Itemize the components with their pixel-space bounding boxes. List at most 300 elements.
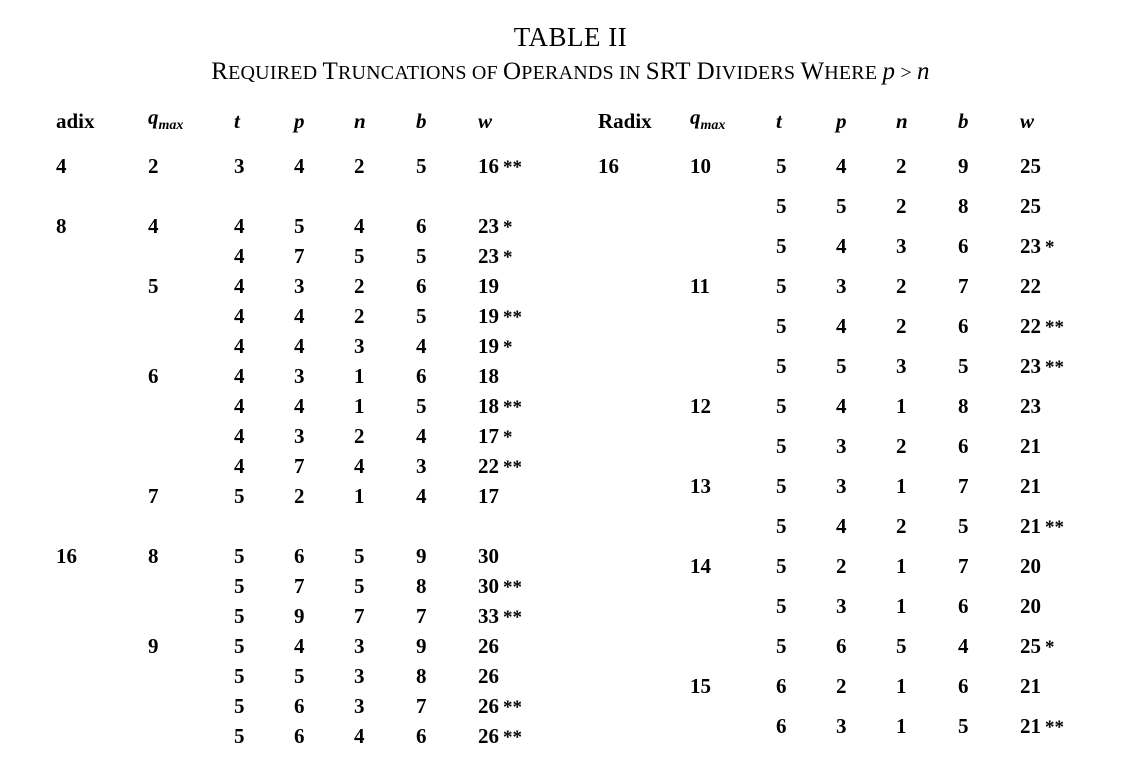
cell-b: 8 [416, 664, 427, 689]
footnote-mark: ** [1045, 517, 1064, 539]
table-row [56, 304, 598, 334]
cell-w [478, 394, 598, 424]
table-row [56, 214, 598, 244]
table-row [56, 484, 598, 514]
spacer-cell [294, 184, 354, 214]
cell-p: 4 [294, 304, 305, 329]
cell-radix [56, 604, 148, 634]
row-spacer [56, 184, 598, 214]
cell-t: 5 [776, 274, 787, 299]
cell-n: 4 [354, 214, 365, 239]
table-number: TABLE II [513, 22, 628, 52]
cell-radix [56, 724, 148, 754]
cell-radix [56, 304, 148, 334]
cell-n: 1 [354, 364, 365, 389]
cell-p: 5 [836, 194, 847, 219]
cell-n: 2 [896, 314, 907, 339]
cell-n: 2 [896, 514, 907, 539]
footnote-mark: ** [503, 397, 522, 419]
cell-w-value: 26 [478, 694, 499, 719]
cell-t: 5 [776, 434, 787, 459]
cell-radix [598, 434, 690, 474]
cell-n: 3 [896, 354, 907, 379]
header-n-left: n [354, 109, 366, 134]
cell-w [1020, 154, 1140, 194]
cell-w-value: 21 [1020, 474, 1041, 499]
cell-p: 5 [836, 354, 847, 379]
cell-b: 6 [958, 674, 969, 699]
cell-radix [598, 394, 690, 434]
cell-w [478, 334, 598, 364]
cell-p: 9 [294, 604, 305, 629]
cell-n: 1 [896, 714, 907, 739]
cell-qmax: 12 [690, 394, 711, 419]
cell-w-value: 21 [1020, 674, 1041, 699]
caption-seg-7: SRT D [645, 58, 715, 86]
cell-p: 3 [294, 424, 305, 449]
cell-radix [56, 694, 148, 724]
cell-w-value: 26 [478, 664, 499, 689]
footnote-mark: * [503, 427, 513, 449]
cell-b: 5 [958, 514, 969, 539]
cell-b: 5 [958, 714, 969, 739]
header-qmax-base-left: q [148, 105, 159, 130]
cell-n: 1 [896, 394, 907, 419]
table-row [56, 424, 598, 454]
cell-p: 3 [836, 434, 847, 459]
header-p-right: p [836, 109, 847, 134]
spacer-cell [416, 514, 478, 544]
table-row [56, 574, 598, 604]
cell-radix: 8 [56, 214, 67, 239]
table-title-block [0, 22, 1141, 87]
cell-qmax [148, 334, 234, 364]
cell-qmax [690, 354, 776, 394]
cell-radix [56, 334, 148, 364]
cell-b: 9 [958, 154, 969, 179]
cell-radix [56, 394, 148, 424]
cell-qmax [148, 604, 234, 634]
cell-t: 4 [234, 424, 245, 449]
table-row [56, 334, 598, 364]
cell-qmax [690, 594, 776, 634]
cell-w-value: 17 [478, 484, 499, 509]
cell-t: 5 [234, 664, 245, 689]
header-radix-right: Radix [598, 109, 652, 134]
table-row [56, 724, 598, 754]
cell-w-value: 23 [478, 214, 499, 239]
header-qmax-left [148, 105, 234, 154]
cell-t: 5 [234, 484, 245, 509]
cell-p: 3 [294, 364, 305, 389]
cell-qmax: 5 [148, 274, 159, 299]
cell-b: 6 [958, 594, 969, 619]
cell-w-value: 20 [1020, 594, 1041, 619]
cell-w-value: 23 [1020, 234, 1041, 259]
cell-radix [598, 314, 690, 354]
tables-container [0, 105, 1141, 754]
caption-var-p: p [882, 58, 896, 86]
cell-b: 5 [416, 154, 427, 179]
cell-n: 2 [896, 274, 907, 299]
cell-w [478, 154, 598, 184]
cell-w [478, 424, 598, 454]
cell-w [1020, 634, 1140, 674]
cell-qmax [148, 724, 234, 754]
footnote-mark: * [1045, 637, 1055, 659]
table-row [56, 604, 598, 634]
cell-w-value: 19 [478, 304, 499, 329]
cell-w-value: 23 [1020, 394, 1041, 419]
cell-p: 7 [294, 454, 305, 479]
header-qmax-sub-right: max [700, 118, 726, 134]
cell-w-value: 26 [478, 634, 499, 659]
cell-p: 2 [836, 554, 847, 579]
spacer-cell [354, 514, 416, 544]
cell-n: 5 [354, 244, 365, 269]
header-qmax-sub-left: max [158, 118, 184, 134]
cell-w [478, 574, 598, 604]
cell-qmax [690, 234, 776, 274]
cell-n: 3 [354, 694, 365, 719]
cell-t: 5 [234, 604, 245, 629]
cell-w [478, 364, 598, 394]
table-row [598, 674, 1140, 714]
cell-w [1020, 314, 1140, 354]
cell-radix [56, 634, 148, 664]
cell-b: 5 [416, 394, 427, 419]
cell-radix [56, 454, 148, 484]
cell-p: 7 [294, 244, 305, 269]
cell-qmax [690, 314, 776, 354]
cell-qmax [148, 574, 234, 604]
cell-qmax: 7 [148, 484, 159, 509]
header-w-left: w [478, 109, 493, 134]
cell-n: 4 [354, 454, 365, 479]
cell-radix [56, 274, 148, 304]
cell-n: 4 [354, 724, 365, 749]
cell-radix [598, 554, 690, 594]
cell-p: 4 [294, 154, 305, 179]
table-row [598, 634, 1140, 674]
cell-w [478, 484, 598, 514]
cell-w [478, 454, 598, 484]
cell-p: 4 [836, 394, 847, 419]
cell-t: 5 [776, 634, 787, 659]
spacer-cell [56, 184, 148, 214]
cell-w-value: 17 [478, 424, 499, 449]
footnote-mark: ** [1045, 317, 1064, 339]
cell-radix: 16 [56, 544, 77, 569]
caption-relop: > [895, 62, 918, 85]
footnote-mark: * [503, 247, 513, 269]
cell-b: 4 [416, 424, 427, 449]
cell-qmax [690, 514, 776, 554]
caption-seg-10: HERE [824, 62, 883, 85]
cell-n: 2 [354, 154, 365, 179]
cell-radix [56, 664, 148, 694]
cell-w-value: 18 [478, 364, 499, 389]
cell-t: 4 [234, 214, 245, 239]
cell-b: 7 [958, 554, 969, 579]
cell-n: 3 [354, 334, 365, 359]
footnote-mark: ** [503, 457, 522, 479]
cell-radix [598, 274, 690, 314]
cell-w [1020, 234, 1140, 274]
table-row [598, 434, 1140, 474]
cell-t: 5 [776, 194, 787, 219]
cell-w [1020, 434, 1140, 474]
cell-n: 3 [354, 634, 365, 659]
footnote-mark: ** [503, 577, 522, 599]
table-row [598, 554, 1140, 594]
cell-qmax [148, 694, 234, 724]
table-row [598, 474, 1140, 514]
caption-seg-1: R [211, 58, 229, 86]
document-page [0, 22, 1141, 783]
cell-w-value: 20 [1020, 554, 1041, 579]
cell-b: 7 [416, 694, 427, 719]
cell-t: 5 [776, 314, 787, 339]
cell-b: 6 [416, 274, 427, 299]
right-table-head [598, 105, 1140, 154]
cell-t: 6 [776, 714, 787, 739]
caption-seg-3: T [322, 58, 338, 86]
cell-b: 8 [958, 394, 969, 419]
cell-w [1020, 274, 1140, 314]
header-qmax-base-right: q [690, 105, 701, 130]
cell-t: 5 [776, 514, 787, 539]
cell-w-value: 30 [478, 544, 499, 569]
cell-w-value: 23 [478, 244, 499, 269]
table-row [56, 244, 598, 274]
header-t-right: t [776, 109, 782, 134]
spacer-cell [478, 184, 598, 214]
cell-t: 3 [234, 154, 245, 179]
cell-w-value: 33 [478, 604, 499, 629]
cell-w [1020, 474, 1140, 514]
cell-t: 5 [776, 474, 787, 499]
right-data-table [598, 105, 1140, 754]
cell-w-value: 26 [478, 724, 499, 749]
cell-w [1020, 514, 1140, 554]
cell-p: 5 [294, 664, 305, 689]
cell-p: 2 [294, 484, 305, 509]
cell-b: 5 [958, 354, 969, 379]
header-radix-left: adix [56, 109, 95, 134]
cell-w-value: 22 [1020, 314, 1041, 339]
footnote-mark: * [503, 337, 513, 359]
cell-p: 3 [836, 274, 847, 299]
caption-seg-4: RUNCATIONS OF [337, 62, 504, 85]
cell-qmax: 6 [148, 364, 159, 389]
cell-qmax [148, 424, 234, 454]
cell-b: 6 [416, 214, 427, 239]
cell-qmax: 10 [690, 154, 711, 179]
cell-p: 4 [836, 234, 847, 259]
table-row [598, 274, 1140, 314]
cell-n: 1 [354, 394, 365, 419]
footnote-mark: ** [1045, 717, 1064, 739]
cell-p: 3 [294, 274, 305, 299]
cell-p: 4 [836, 154, 847, 179]
cell-w [1020, 714, 1140, 754]
cell-radix: 16 [598, 154, 619, 179]
cell-b: 4 [958, 634, 969, 659]
cell-n: 2 [354, 424, 365, 449]
cell-t: 5 [234, 724, 245, 749]
cell-n: 2 [896, 434, 907, 459]
cell-qmax [690, 634, 776, 674]
table-row [56, 634, 598, 664]
cell-n: 2 [354, 274, 365, 299]
header-p-left: p [294, 109, 305, 134]
table-row [598, 594, 1140, 634]
cell-t: 4 [234, 364, 245, 389]
cell-p: 6 [836, 634, 847, 659]
cell-qmax [148, 454, 234, 484]
footnote-mark: ** [503, 727, 522, 749]
cell-t: 5 [234, 694, 245, 719]
table-row [56, 394, 598, 424]
cell-w [478, 274, 598, 304]
header-b-left: b [416, 109, 427, 134]
cell-radix [598, 594, 690, 634]
cell-w [478, 694, 598, 724]
table-row [598, 314, 1140, 354]
cell-radix [598, 354, 690, 394]
cell-w [478, 304, 598, 334]
cell-n: 1 [896, 474, 907, 499]
cell-radix [598, 674, 690, 714]
cell-w-value: 22 [478, 454, 499, 479]
cell-w [478, 634, 598, 664]
cell-p: 6 [294, 694, 305, 719]
cell-t: 5 [776, 594, 787, 619]
caption-seg-6: PERANDS IN [521, 62, 646, 85]
cell-t: 4 [234, 274, 245, 299]
cell-radix [56, 244, 148, 274]
cell-qmax: 13 [690, 474, 711, 499]
cell-b: 6 [958, 234, 969, 259]
cell-w [1020, 394, 1140, 434]
cell-qmax [148, 244, 234, 274]
cell-w-value: 19 [478, 274, 499, 299]
cell-t: 5 [776, 154, 787, 179]
table-row [56, 454, 598, 484]
cell-w [478, 724, 598, 754]
cell-t: 4 [234, 394, 245, 419]
cell-t: 4 [234, 304, 245, 329]
cell-b: 6 [416, 364, 427, 389]
cell-b: 7 [958, 474, 969, 499]
cell-b: 5 [416, 244, 427, 269]
header-t-left: t [234, 109, 240, 134]
cell-n: 3 [354, 664, 365, 689]
cell-b: 8 [416, 574, 427, 599]
header-qmax-right [690, 105, 776, 154]
cell-p: 4 [294, 634, 305, 659]
cell-radix [56, 484, 148, 514]
spacer-cell [234, 514, 294, 544]
cell-b: 5 [416, 304, 427, 329]
caption-seg-2: EQUIRED [228, 62, 323, 85]
left-header-row [56, 105, 598, 154]
cell-w-value: 19 [478, 334, 499, 359]
cell-radix [56, 364, 148, 394]
cell-n: 1 [354, 484, 365, 509]
cell-b: 6 [958, 434, 969, 459]
caption-var-n: n [917, 58, 930, 86]
cell-n: 1 [896, 554, 907, 579]
cell-radix [598, 714, 690, 754]
footnote-mark: ** [503, 307, 522, 329]
table-row [56, 274, 598, 304]
table-row [598, 514, 1140, 554]
cell-t: 5 [776, 354, 787, 379]
cell-qmax: 2 [148, 154, 159, 179]
cell-p: 3 [836, 474, 847, 499]
cell-w [1020, 194, 1140, 234]
cell-n: 7 [354, 604, 365, 629]
table-row [598, 154, 1140, 194]
cell-b: 8 [958, 194, 969, 219]
cell-w-value: 30 [478, 574, 499, 599]
cell-b: 3 [416, 454, 427, 479]
left-data-table [56, 105, 598, 754]
table-row [598, 394, 1140, 434]
cell-qmax: 4 [148, 214, 159, 239]
cell-w-value: 21 [1020, 514, 1041, 539]
table-row [598, 194, 1140, 234]
cell-p: 6 [294, 724, 305, 749]
cell-b: 7 [958, 274, 969, 299]
cell-w-value: 25 [1020, 154, 1041, 179]
cell-qmax: 14 [690, 554, 711, 579]
table-row [598, 354, 1140, 394]
left-table-head [56, 105, 598, 154]
caption-seg-9: W [800, 58, 825, 86]
table-row [56, 364, 598, 394]
cell-w [478, 214, 598, 244]
cell-qmax [148, 664, 234, 694]
cell-p: 2 [836, 674, 847, 699]
cell-n: 2 [896, 194, 907, 219]
cell-qmax: 15 [690, 674, 711, 699]
cell-p: 4 [294, 334, 305, 359]
cell-qmax: 9 [148, 634, 159, 659]
spacer-cell [234, 184, 294, 214]
cell-t: 5 [234, 544, 245, 569]
cell-t: 5 [776, 554, 787, 579]
cell-b: 7 [416, 604, 427, 629]
cell-qmax [148, 394, 234, 424]
cell-radix: 4 [56, 154, 67, 179]
footnote-mark: * [1045, 237, 1055, 259]
cell-p: 3 [836, 594, 847, 619]
header-b-right: b [958, 109, 969, 134]
row-spacer [56, 514, 598, 544]
right-header-row [598, 105, 1140, 154]
cell-t: 4 [234, 454, 245, 479]
cell-w [1020, 554, 1140, 594]
cell-p: 4 [836, 314, 847, 339]
cell-qmax [690, 714, 776, 754]
header-w-right: w [1020, 109, 1035, 134]
cell-n: 2 [354, 304, 365, 329]
cell-p: 6 [294, 544, 305, 569]
cell-p: 5 [294, 214, 305, 239]
